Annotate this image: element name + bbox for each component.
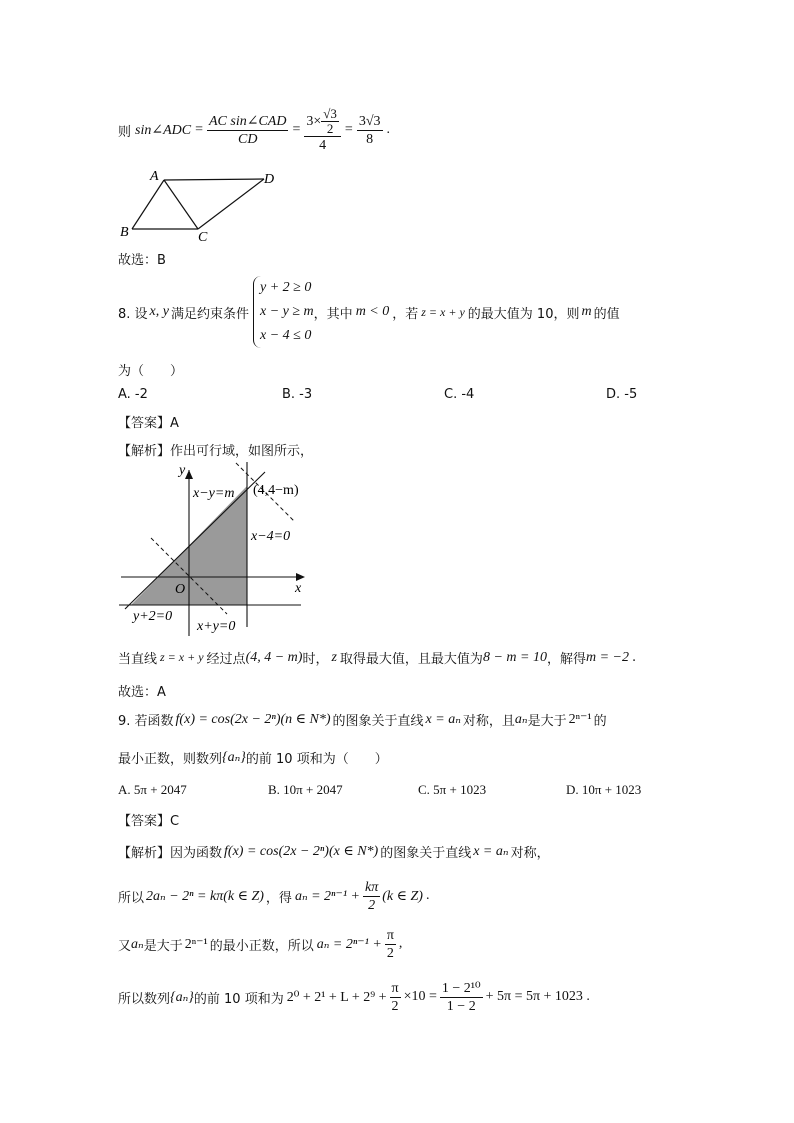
q9-l1-e: 的 (593, 714, 607, 729)
label-b: B (120, 225, 129, 240)
q9-analysis-3 (118, 924, 402, 964)
q9-a2-eq: 2aₙ − 2ⁿ = kπ(k ∈ Z) (146, 888, 264, 904)
conclusion-c: 时， (302, 652, 329, 667)
frac2-den: 4 (319, 137, 327, 153)
conclusion-z-expr: z = x + y (160, 650, 204, 664)
frac2-num-a: 3× (306, 113, 322, 129)
choose-line-2: 故选：A (118, 685, 166, 700)
q8-vars: x, y (149, 304, 169, 319)
q9-a1-function: f(x) = cos(2x − 2ⁿ)(x ∈ N*) (224, 844, 379, 859)
q9-a4-b: 的前 10 项和为 (193, 991, 284, 1007)
q9-a4-frac1 (390, 980, 401, 1015)
q9-a2-tail: (k ∈ Z) (382, 888, 423, 904)
figure-feasible-region (115, 462, 315, 637)
q9-l1-a: 9. 若函数 (118, 714, 174, 729)
label-origin: O (175, 582, 186, 597)
frac2-inner-num: √3 (323, 105, 337, 121)
q9-l2-a: 最小正数，则数列 (118, 752, 223, 767)
q9-a4-mid: ×10 = (403, 989, 437, 1004)
q9-a4-seq: {aₙ} (170, 989, 194, 1005)
q9-a1-b: 的图象关于直线 (380, 846, 472, 861)
equals: = (195, 122, 203, 137)
q9-analysis-4 (118, 975, 590, 1019)
frac1-den: CD (238, 131, 258, 147)
label-a: A (150, 169, 159, 184)
q8-option-a: A. -2 (118, 387, 148, 402)
frac2-inner-den: 2 (326, 120, 334, 136)
frac1-num: AC sin∠CAD (209, 113, 287, 129)
conclusion-f: . (631, 650, 637, 665)
label-x-minus-y-m: x−y=m (193, 486, 235, 501)
q9-a1-c: 对称， (510, 846, 550, 861)
q9-line2 (118, 748, 388, 767)
q9-analysis-1 (118, 842, 550, 861)
q9-a4-frac2-den: 1 − 2 (446, 998, 476, 1014)
label-d: D (264, 172, 275, 187)
q8-z-expr: z = x + y (421, 304, 465, 319)
q9-a2-an: aₙ = 2ⁿ⁻¹ + (294, 888, 361, 904)
q9-a2-end: . (425, 888, 430, 903)
q9-a2-a: 所以 (118, 890, 145, 906)
edge-ac (164, 180, 198, 229)
q9-a2-frac (363, 879, 380, 914)
period: . (386, 122, 391, 137)
q9-line: x = aₙ (425, 712, 461, 727)
analysis-text: 作出可行域，如图所示， (170, 444, 314, 459)
q9-a1-line: x = aₙ (473, 844, 509, 859)
q9-analysis-2 (118, 876, 429, 916)
edge-ad (164, 179, 264, 180)
equals: = (344, 122, 353, 137)
frac2-num (304, 107, 341, 137)
constraint-2: x − y ≥ m (260, 304, 314, 319)
label-c: C (198, 230, 208, 245)
q9-a4-end: + 5π = 5π + 1023 . (485, 989, 590, 1004)
formula-sin-adc (118, 100, 390, 160)
conclusion-sol: m = −2 (585, 649, 629, 665)
q9-a3-a: 又 (118, 938, 132, 954)
lhs: sin∠ADC (135, 122, 192, 138)
q9-a3-frac-num: π (386, 927, 394, 943)
conclusion-eq: 8 − m = 10 (482, 649, 547, 665)
q9-a3-pow: 2ⁿ⁻¹ (184, 936, 208, 952)
q8-mid2: ，若 (392, 306, 419, 322)
q9-a1-a: 因为函数 (170, 846, 223, 861)
conclusion-b: 经过点 (206, 652, 246, 667)
prefix-text: 则 (118, 124, 132, 140)
q8-intro: 8. 设 (118, 306, 148, 322)
q8-option-d: D. -5 (606, 387, 638, 402)
fraction-1 (207, 113, 288, 148)
q8-stem (118, 275, 620, 349)
q9-option-b: B. 10π + 2047 (268, 782, 343, 797)
label-y: y (179, 463, 186, 478)
q9-pow: 2ⁿ⁻¹ (568, 712, 592, 727)
edge-cd (198, 179, 264, 229)
q9-seq: {aₙ} (222, 750, 246, 765)
q8-option-b: B. -3 (282, 387, 313, 402)
edge-ab (132, 180, 164, 229)
q8-mid1: ，其中 (313, 306, 353, 322)
q8-answer: 【答案】A (118, 416, 179, 431)
figure-quadrilateral (112, 166, 292, 246)
q8-conclusion (118, 648, 636, 667)
q9-a3-an: aₙ (131, 936, 144, 952)
q9-a3-frac-den: 2 (386, 945, 394, 961)
fraction-3 (357, 113, 383, 148)
constraint-3: x − 4 ≤ 0 (260, 328, 312, 343)
q9-a4-frac2-num: 1 − 2¹⁰ (441, 980, 481, 996)
constraint-1: y + 2 ≥ 0 (260, 280, 312, 295)
q9-a2-frac-den: 2 (368, 897, 376, 913)
q9-a3-eq: aₙ = 2ⁿ⁻¹ + (316, 936, 382, 952)
label-point: (4,4−m) (253, 483, 299, 498)
q9-option-c: C. 5π + 1023 (418, 782, 487, 797)
q9-a3-b: 是大于 (143, 938, 183, 954)
label-x-minus-4: x−4=0 (251, 529, 291, 544)
q9-a4-sum: 2⁰ + 2¹ + L + 2⁹ + (286, 989, 387, 1005)
q9-l1-d: 是大于 (527, 714, 567, 729)
q9-a3-end: , (398, 936, 403, 951)
conclusion-a: 当直线 (118, 652, 158, 667)
q9-a3-c: 的最小正数，所以 (209, 938, 314, 954)
q8-m: m (581, 304, 592, 319)
q9-a2-frac-num: kπ (365, 879, 379, 895)
q8-cond: 满足约束条件 (170, 306, 249, 322)
q8-analysis (118, 440, 313, 459)
frac3-num: 3√3 (358, 113, 381, 129)
conclusion-z: z (331, 649, 337, 665)
y-arrow (185, 470, 193, 479)
q9-option-a: A. 5π + 2047 (118, 782, 187, 797)
q9-a4-a: 所以数列 (118, 991, 171, 1007)
q9-function: f(x) = cos(2x − 2ⁿ)(n ∈ N*) (175, 712, 331, 727)
q9-option-d: D. 10π + 1023 (566, 782, 642, 797)
equals: = (292, 122, 301, 137)
q9-l1-b: 的图象关于直线 (332, 714, 424, 729)
q8-line2: 为（ ） (118, 364, 184, 379)
q8-m-cond: m < 0 (355, 304, 390, 319)
q9-l2-b: 的前 10 项和为（ ） (245, 752, 388, 767)
conclusion-d: 取得最大值，且最大值为 (339, 652, 483, 667)
fraction-2 (304, 107, 341, 154)
q8-option-c: C. -4 (444, 387, 475, 402)
label-x-plus-y-0: x+y=0 (197, 619, 236, 634)
label-x: x (295, 581, 302, 596)
analysis-label: 【解析】 (118, 846, 171, 861)
analysis-label: 【解析】 (118, 444, 171, 459)
constraint-system (253, 276, 314, 348)
q9-answer: 【答案】C (118, 814, 180, 829)
q8-mid3: 的最大值为 10，则 (467, 306, 580, 322)
conclusion-point: (4, 4 − m) (245, 649, 303, 665)
q9-a2-b: ，得 (265, 890, 292, 906)
q9-an: aₙ (514, 712, 528, 727)
q8-tail: 的值 (593, 306, 620, 322)
label-y-plus-2: y+2=0 (133, 609, 173, 624)
conclusion-e: ，解得 (546, 652, 586, 667)
q9-line1 (118, 710, 607, 729)
q9-a3-frac (385, 927, 396, 962)
q9-a4-frac1-den: 2 (391, 998, 399, 1014)
q9-l1-c: 对称，且 (462, 714, 515, 729)
q9-a4-frac2 (440, 980, 483, 1015)
frac3-den: 8 (366, 131, 374, 147)
frac2-inner (321, 107, 339, 136)
q9-a4-frac1-num: π (391, 980, 399, 996)
choose-line-1: 故选：B (118, 253, 166, 268)
x-arrow (296, 573, 305, 581)
